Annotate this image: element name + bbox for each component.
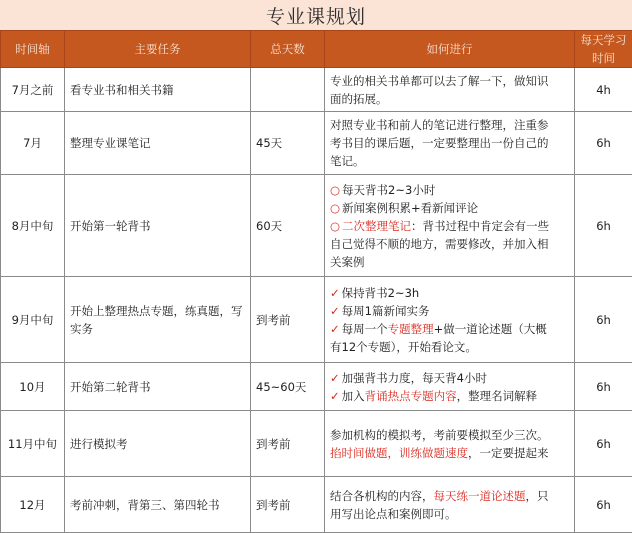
method-cell — [325, 277, 575, 363]
table-row — [1, 477, 632, 533]
page-title: 专业课规划 — [0, 0, 632, 31]
checkmark-icon: ✓ — [330, 389, 340, 403]
method-text: 关案例 — [330, 255, 365, 269]
hours-cell: 4h — [575, 68, 632, 112]
hours-cell: 6h — [575, 411, 632, 477]
method-line — [330, 320, 569, 338]
days-cell: 到考前 — [251, 277, 325, 363]
task-cell: 考前冲刺，背第三、第四轮书 — [65, 477, 251, 533]
method-text: 对照专业书和前人的笔记进行整理，注重参 — [330, 118, 549, 132]
method-text: 加强背书力度，每天背4小时 — [342, 371, 487, 385]
hours-cell: 6h — [575, 175, 632, 277]
method-text: 考书目的课后题，一定要整理出一份自己的 — [330, 136, 549, 150]
highlight-text: 每天练一道论述题 — [434, 489, 526, 503]
checkmark-icon: ✓ — [330, 371, 340, 385]
task-cell: 进行模拟考 — [65, 411, 251, 477]
table-header-row — [1, 31, 632, 68]
method-text: 参加机构的模拟考，考前要模拟至少三次。 — [330, 428, 549, 442]
task-cell: 开始上整理热点专题，练真题，写实务 — [65, 277, 251, 363]
method-text: 加入 — [342, 389, 365, 403]
method-text: 面的拓展。 — [330, 92, 388, 106]
method-line — [330, 487, 569, 505]
days-cell: 45~60天 — [251, 363, 325, 411]
table-row — [1, 112, 632, 175]
method-line — [330, 152, 569, 170]
highlight-text: 专题整理 — [388, 322, 434, 336]
time-cell: 10月 — [1, 363, 65, 411]
table-row — [1, 68, 632, 112]
circle-bullet-icon: ○ — [330, 219, 340, 233]
method-text: 笔记。 — [330, 154, 365, 168]
table-row — [1, 175, 632, 277]
highlight-text: 背诵热点专题内容 — [365, 389, 457, 403]
method-line — [330, 199, 569, 217]
time-cell: 9月中旬 — [1, 277, 65, 363]
method-line — [330, 426, 569, 444]
task-cell: 看专业书和相关书籍 — [65, 68, 251, 112]
method-text: 用写出论点和案例即可。 — [330, 507, 457, 521]
plan-table — [0, 30, 632, 533]
hours-cell: 6h — [575, 277, 632, 363]
hours-cell: 6h — [575, 112, 632, 175]
highlight-text: 二次整理笔记 — [342, 219, 411, 233]
header-task: 主要任务 — [65, 31, 251, 68]
checkmark-icon: ✓ — [330, 322, 340, 336]
days-cell: 45天 — [251, 112, 325, 175]
time-cell: 12月 — [1, 477, 65, 533]
days-cell: 60天 — [251, 175, 325, 277]
method-line — [330, 505, 569, 523]
method-line — [330, 90, 569, 108]
method-line — [330, 181, 569, 199]
method-line — [330, 134, 569, 152]
checkmark-icon: ✓ — [330, 304, 340, 318]
method-line — [330, 217, 569, 235]
method-line — [330, 253, 569, 271]
method-text: 每周1篇新闻实务 — [342, 304, 430, 318]
header-time: 时间轴 — [1, 31, 65, 68]
circle-bullet-icon: ○ — [330, 183, 340, 197]
circle-bullet-icon: ○ — [330, 201, 340, 215]
task-cell: 整理专业课笔记 — [65, 112, 251, 175]
method-text: 专业的相关书单都可以去了解一下，做知识 — [330, 74, 549, 88]
days-cell: 到考前 — [251, 477, 325, 533]
method-text: ：背书过程中肯定会有一些 — [411, 219, 549, 233]
method-cell — [325, 175, 575, 277]
method-line — [330, 235, 569, 253]
hours-cell: 6h — [575, 363, 632, 411]
method-text: 每周一个 — [342, 322, 388, 336]
method-text: ，整理名词解释 — [457, 389, 538, 403]
method-cell — [325, 411, 575, 477]
method-cell — [325, 68, 575, 112]
method-cell — [325, 112, 575, 175]
time-cell: 7月之前 — [1, 68, 65, 112]
table-row — [1, 363, 632, 411]
method-text: ，只 — [526, 489, 549, 503]
header-days: 总天数 — [251, 31, 325, 68]
method-cell — [325, 363, 575, 411]
table-row — [1, 277, 632, 363]
method-text: 每天背书2~3小时 — [342, 183, 435, 197]
header-hours: 每天学习时间 — [575, 31, 632, 68]
days-cell — [251, 68, 325, 112]
method-text: 新闻案例积累+看新闻评论 — [342, 201, 478, 215]
method-line — [330, 387, 569, 405]
method-line — [330, 444, 569, 462]
method-line — [330, 72, 569, 90]
method-line — [330, 302, 569, 320]
method-text: 有12个专题），开始看论文。 — [330, 340, 477, 354]
time-cell: 8月中旬 — [1, 175, 65, 277]
method-line — [330, 338, 569, 356]
method-text: +做一道论述题（大概 — [434, 322, 547, 336]
table-row — [1, 411, 632, 477]
task-cell: 开始第二轮背书 — [65, 363, 251, 411]
method-text: 保持背书2~3h — [342, 286, 420, 300]
hours-cell: 6h — [575, 477, 632, 533]
method-line — [330, 284, 569, 302]
time-cell: 11月中旬 — [1, 411, 65, 477]
days-cell: 到考前 — [251, 411, 325, 477]
task-cell: 开始第一轮背书 — [65, 175, 251, 277]
method-text: 自己觉得不顺的地方，需要修改，并加入相 — [330, 237, 549, 251]
checkmark-icon: ✓ — [330, 286, 340, 300]
highlight-text: 掐时间做题，训练做题速度 — [330, 446, 468, 460]
time-cell: 7月 — [1, 112, 65, 175]
header-method: 如何进行 — [325, 31, 575, 68]
method-line — [330, 369, 569, 387]
method-cell — [325, 477, 575, 533]
method-text: ，一定要提起来 — [468, 446, 549, 460]
method-text: 结合各机构的内容， — [330, 489, 434, 503]
method-line — [330, 116, 569, 134]
